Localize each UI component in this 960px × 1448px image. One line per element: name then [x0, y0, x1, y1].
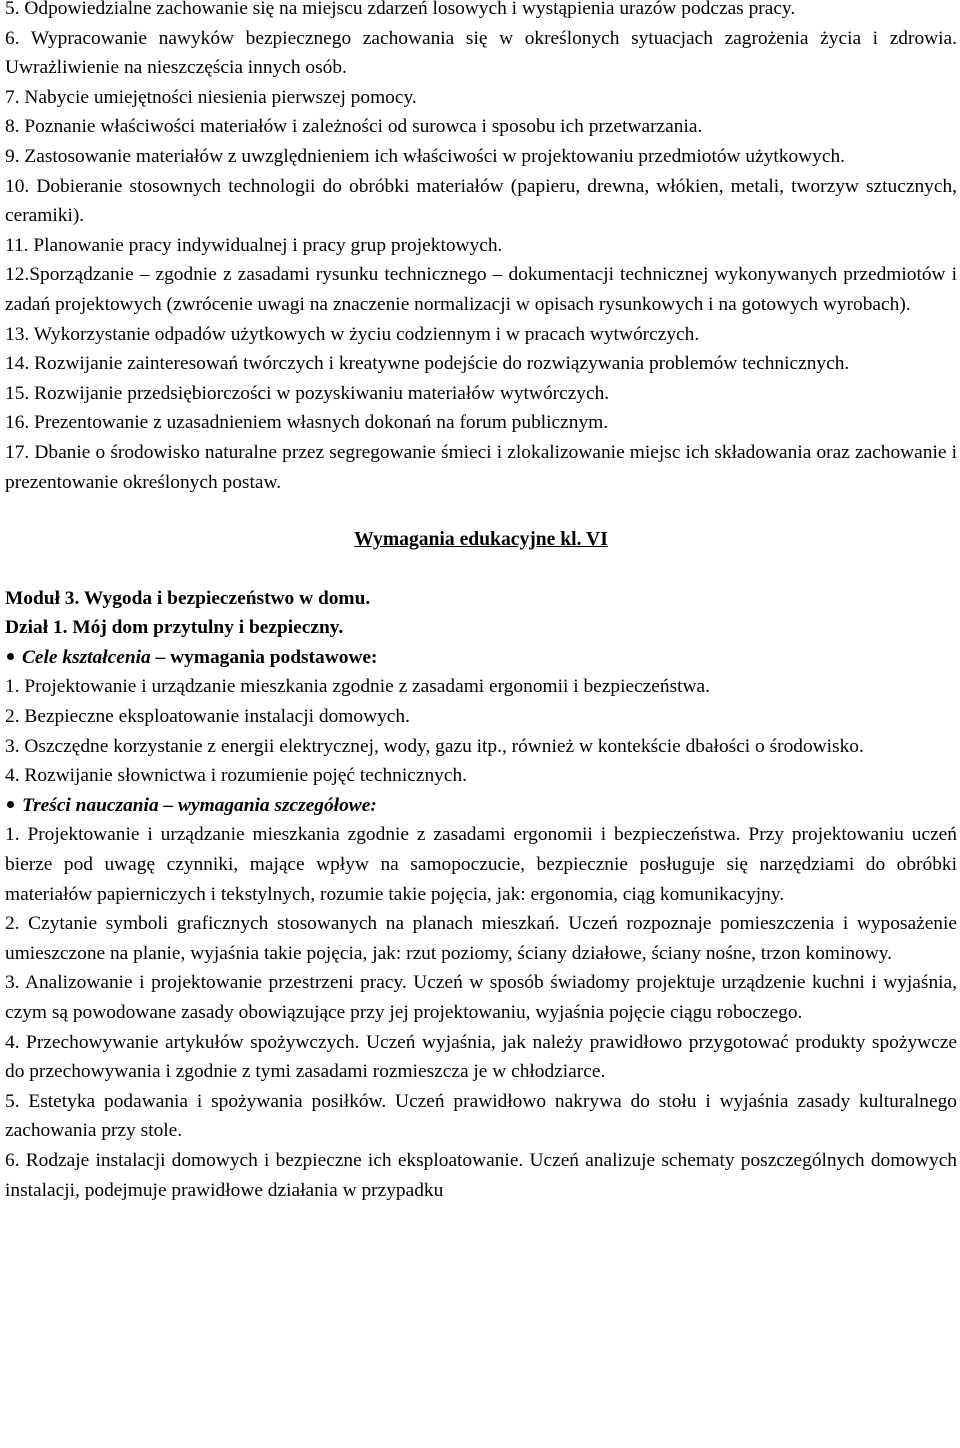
list-item: 6. Rodzaje instalacji domowych i bezpieczne ich eksploatowanie. Uczeń analizuje schematy poszczególnych domowych instalacji, podejmuje prawidłowe działania w przypadku [5, 1149, 957, 1201]
bullet-icon [7, 653, 14, 660]
list-item: 1. Projektowanie i urządzanie mieszkania zgodnie z zasadami ergonomii i bezpieczeństwa. [5, 676, 710, 698]
goals-list [5, 672, 957, 790]
module-title: Moduł 3. Wygoda i bezpieczeństwo w domu. [5, 587, 371, 609]
content-header [5, 791, 957, 821]
list-item: 5. Odpowiedzialne zachowanie się na miejscu zdarzeń losowych i wystąpienia urazów podczas pracy. [5, 0, 796, 19]
list-item: 4. Przechowywanie artykułów spożywczych. Uczeń wyjaśnia, jak należy prawidłowo przygotować produkty spożywcze do przechowywania i zgodnie z tymi zasadami rozmieszcza je w chłodziarce. [5, 1031, 957, 1083]
bullet-icon [7, 801, 14, 808]
list-item: 9. Zastosowanie materiałów z uwzględnieniem ich właściwości w projektowaniu przedmiotów użytkowych. [5, 145, 846, 167]
content-list [5, 820, 957, 1205]
list-item: 2. Bezpieczne eksploatowanie instalacji domowych. [5, 706, 410, 728]
intro-list [5, 0, 957, 497]
list-item: 4. Rozwijanie słownictwa i rozumienie pojęć technicznych. [5, 765, 467, 787]
list-item: 12.Sporządzanie – zgodnie z zasadami rysunku technicznego – dokumentacji technicznej wykonywanych przedmiotów i zadań projektowych (zwrócenie uwagi na znaczenie normalizacji w opisach rysunkowych i na gotowych wyrobach). [5, 264, 957, 315]
list-item: 15. Rozwijanie przedsiębiorczości w pozyskiwaniu materiałów wytwórczych. [5, 382, 610, 404]
list-item: 7. Nabycie umiejętności niesienia pierwszej pomocy. [5, 86, 417, 108]
list-item: 2. Czytanie symboli graficznych stosowanych na planach mieszkań. Uczeń rozpoznaje pomieszczenia i wyposażenie umieszczone na planie, wyjaśnia takie pojęcia, jak: rzut poziomy, ściany działowe, ściany nośne, trzon kominowy. [5, 913, 957, 964]
list-item: 17. Dbanie o środowisko naturalne przez segregowanie śmieci i zlokalizowanie miejsc ich składowania oraz zachowanie i prezentowanie określonych postaw. [5, 441, 957, 493]
list-item: 10. Dobieranie stosownych technologii do obróbki materiałów (papieru, drewna, włókien, metali, tworzyw sztucznych, ceramiki). [5, 175, 957, 227]
list-item: 1. Projektowanie i urządzanie mieszkania zgodnie z zasadami ergonomii i bezpieczeństwa. Przy projektowaniu uczeń bierze pod uwagę czynniki, mające wpływ na samopoczucie, bezpiecznie posługuje się narzędziami do obróbki materiałów papierniczych i tekstylnych, rozumie takie pojęcia, jak: ergonomia, ciąg komunikacyjny. [5, 824, 957, 905]
goals-label-rest: – wymagania podstawowe: [150, 646, 378, 668]
section-title: Dział 1. Mój dom przytulny i bezpieczny. [5, 617, 344, 639]
list-item: 6. Wypracowanie nawyków bezpiecznego zachowania się w określonych sytuacjach zagrożenia życia i zdrowia. Uwrażliwienie na nieszczęścia innych osób. [5, 27, 957, 79]
list-item: 11. Planowanie pracy indywidualnej i pracy grup projektowych. [5, 234, 503, 256]
list-item: 8. Poznanie właściwości materiałów i zależności od surowca i sposobu ich przetwarzania. [5, 116, 703, 138]
list-item: 14. Rozwijanie zainteresowań twórczych i kreatywne podejście do rozwiązywania problemów technicznych. [5, 353, 850, 375]
list-item: 3. Oszczędne korzystanie z energii elektrycznej, wody, gazu itp., również w kontekście dbałości o środowisko. [5, 735, 864, 757]
list-item: 5. Estetyka podawania i spożywania posiłków. Uczeń prawidłowo nakrywa do stołu i wyjaśnia zasady kulturalnego zachowania przy stole. [5, 1090, 957, 1142]
content-label: Treści nauczania – wymagania szczegółowe: [22, 794, 377, 816]
list-item: 13. Wykorzystanie odpadów użytkowych w życiu codziennym i w pracach wytwórczych. [5, 323, 700, 345]
goals-header [5, 643, 957, 673]
goals-label: Cele kształcenia [22, 646, 151, 668]
list-item: 16. Prezentowanie z uzasadnieniem własnych dokonań na forum publicznym. [5, 412, 609, 434]
section-heading: Wymagania edukacyjne kl. VI [354, 529, 608, 551]
list-item: 3. Analizowanie i projektowanie przestrzeni pracy. Uczeń w sposób świadomy projektuje urządzenie kuchni i wyjaśnia, czym są powodowane zasady obowiązujące przy jej projektowaniu, wyjaśnia pojęcie ciągu roboczego. [5, 972, 957, 1023]
